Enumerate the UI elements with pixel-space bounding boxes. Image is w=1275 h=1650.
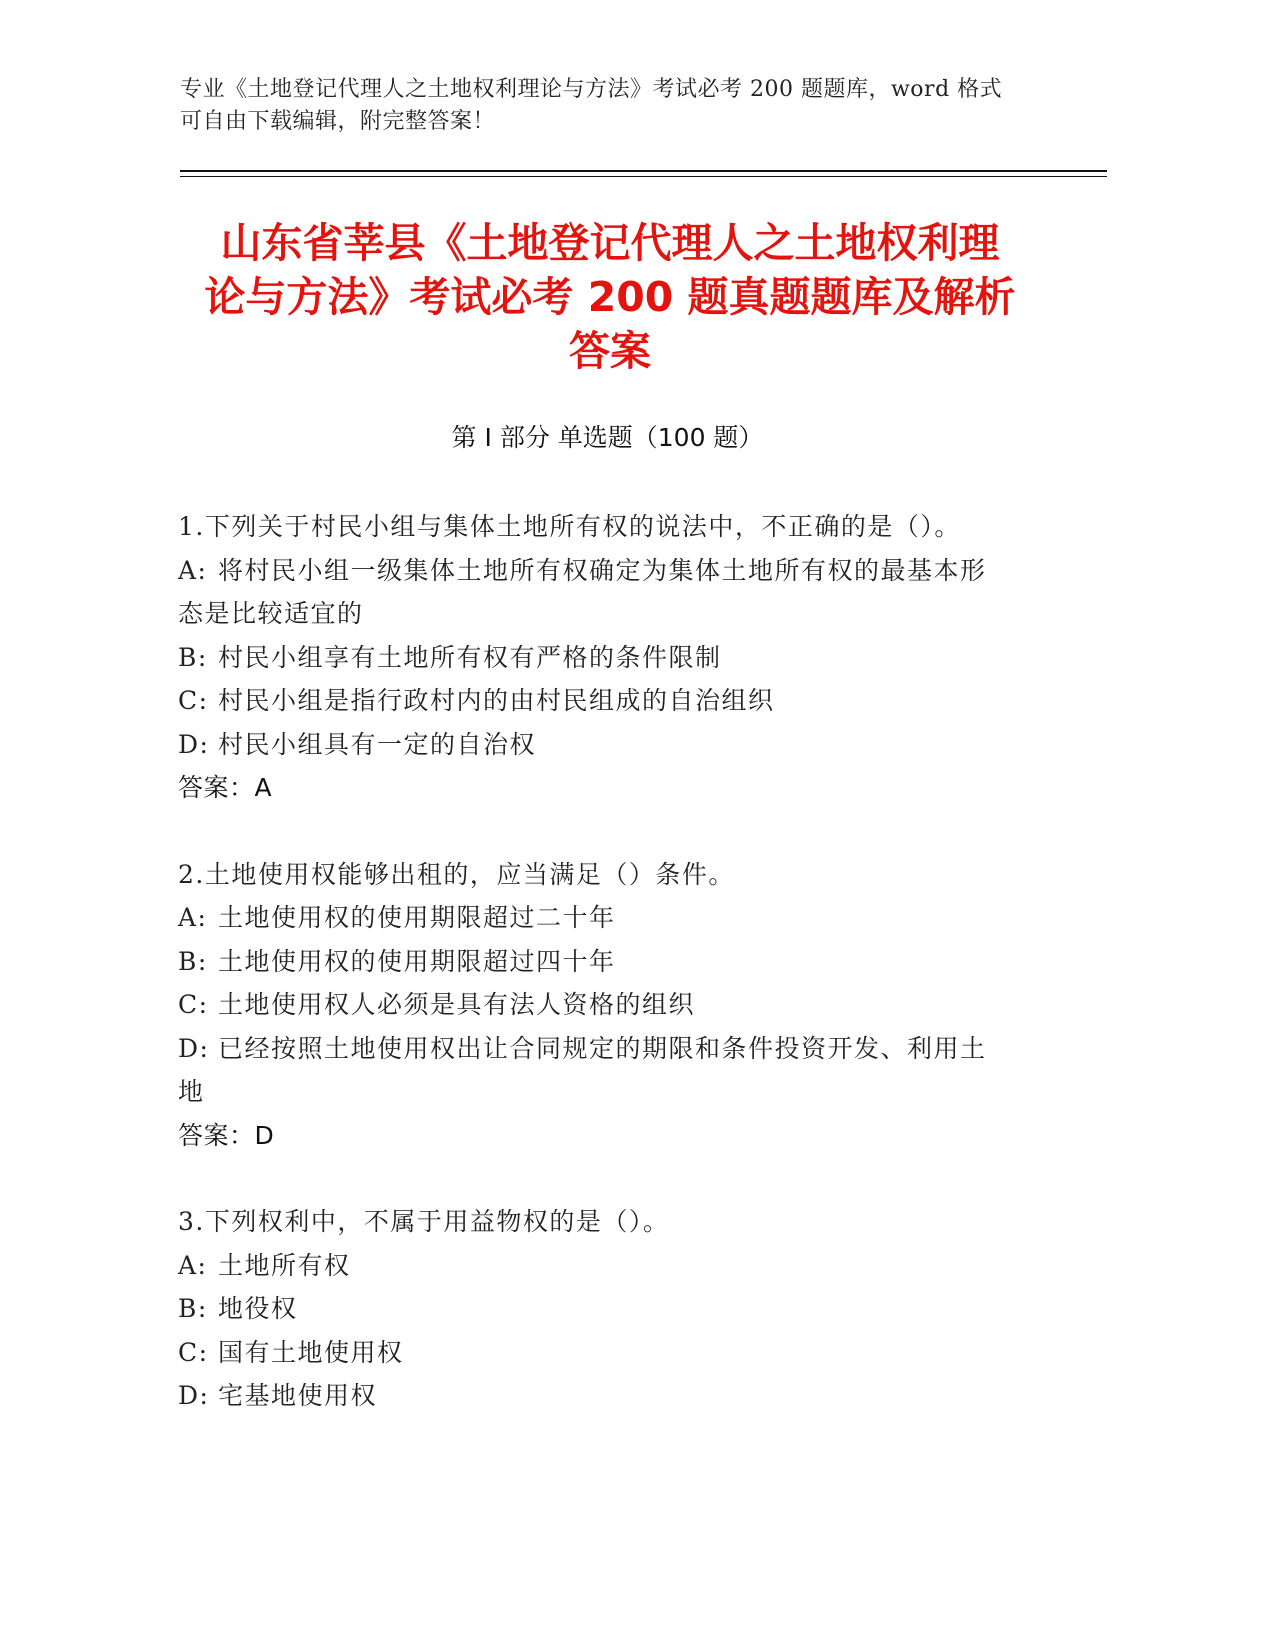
option-letter: B: [178,642,208,672]
option-letter: D: [178,729,210,759]
question-stem: 2.土地使用权能够出租的，应当满足（）条件。 [178,859,735,889]
option-d [178,1027,1038,1071]
option-letter: A: [178,903,208,932]
option-text: 将村民小组一级集体土地所有权确定为集体土地所有权的最基本形 [218,555,987,585]
option-text: 土地使用权的使用期限超过二十年 [218,903,616,932]
option-letter: C: [178,990,209,1019]
question-stem: 3.下列权利中，不属于用益物权的是（）。 [178,1207,670,1236]
option-letter: A: [178,555,208,585]
title-line-2: 论与方法》考试必考 200 题真题题库及解析 [204,273,1016,321]
option-text: 土地使用权的使用期限超过四十年 [218,946,616,976]
option-letter: C: [178,1337,209,1367]
title-line-1: 山东省莘县《土地登记代理人之土地权利理 [220,219,1000,267]
question-3 [178,1200,1038,1418]
option-letter: A: [178,1250,208,1280]
option-text: 村民小组享有土地所有权有严格的条件限制 [218,642,722,672]
answer-label: 答案：D [178,1120,275,1150]
intro-text [180,74,1040,138]
question-stem: 1.下列关于村民小组与集体土地所有权的说法中，不正确的是（）。 [178,512,961,541]
question-list [178,505,1038,1461]
intro-line-2: 可自由下载编辑，附完整答案！ [180,109,496,134]
option-text: 土地使用权人必须是具有法人资格的组织 [218,990,696,1019]
option-b [178,940,1038,984]
option-c [178,1331,1038,1375]
title-line-3: 答案 [569,327,651,375]
option-text: 国有土地使用权 [218,1337,404,1367]
question-1 [178,505,1038,810]
option-c [178,679,1038,723]
option-text: 地役权 [218,1294,298,1323]
option-d [178,723,1038,767]
option-a-continued: 态是比较适宜的 [178,599,364,628]
question-2 [178,853,1038,1158]
header-divider-thick [180,170,1107,172]
intro-line-1: 专业《土地登记代理人之土地权利理论与方法》考试必考 200 题题库，word 格式 [180,77,1003,102]
option-letter: C: [178,686,209,715]
option-letter: D: [178,1033,210,1063]
option-letter: B: [178,1294,208,1323]
option-a [178,549,1038,593]
option-text: 宅基地使用权 [218,1381,378,1410]
header-divider-thin [180,176,1107,177]
option-text: 已经按照土地使用权出让合同规定的期限和条件投资开发、利用土 [218,1033,987,1063]
option-a [178,896,1038,940]
option-text: 土地所有权 [218,1250,351,1280]
document-title [160,216,1060,378]
option-b [178,1287,1038,1331]
option-text: 村民小组具有一定的自治权 [218,729,537,759]
option-text: 村民小组是指行政村内的由村民组成的自治组织 [218,686,775,715]
option-a [178,1244,1038,1288]
answer-label: 答案：A [178,773,273,802]
option-d [178,1374,1038,1418]
option-letter: D: [178,1381,210,1410]
option-letter: B: [178,946,208,976]
option-b [178,636,1038,680]
option-c [178,983,1038,1027]
option-d-continued: 地 [178,1077,205,1106]
section-title: 第 I 部分 单选题（100 题） [451,423,764,452]
